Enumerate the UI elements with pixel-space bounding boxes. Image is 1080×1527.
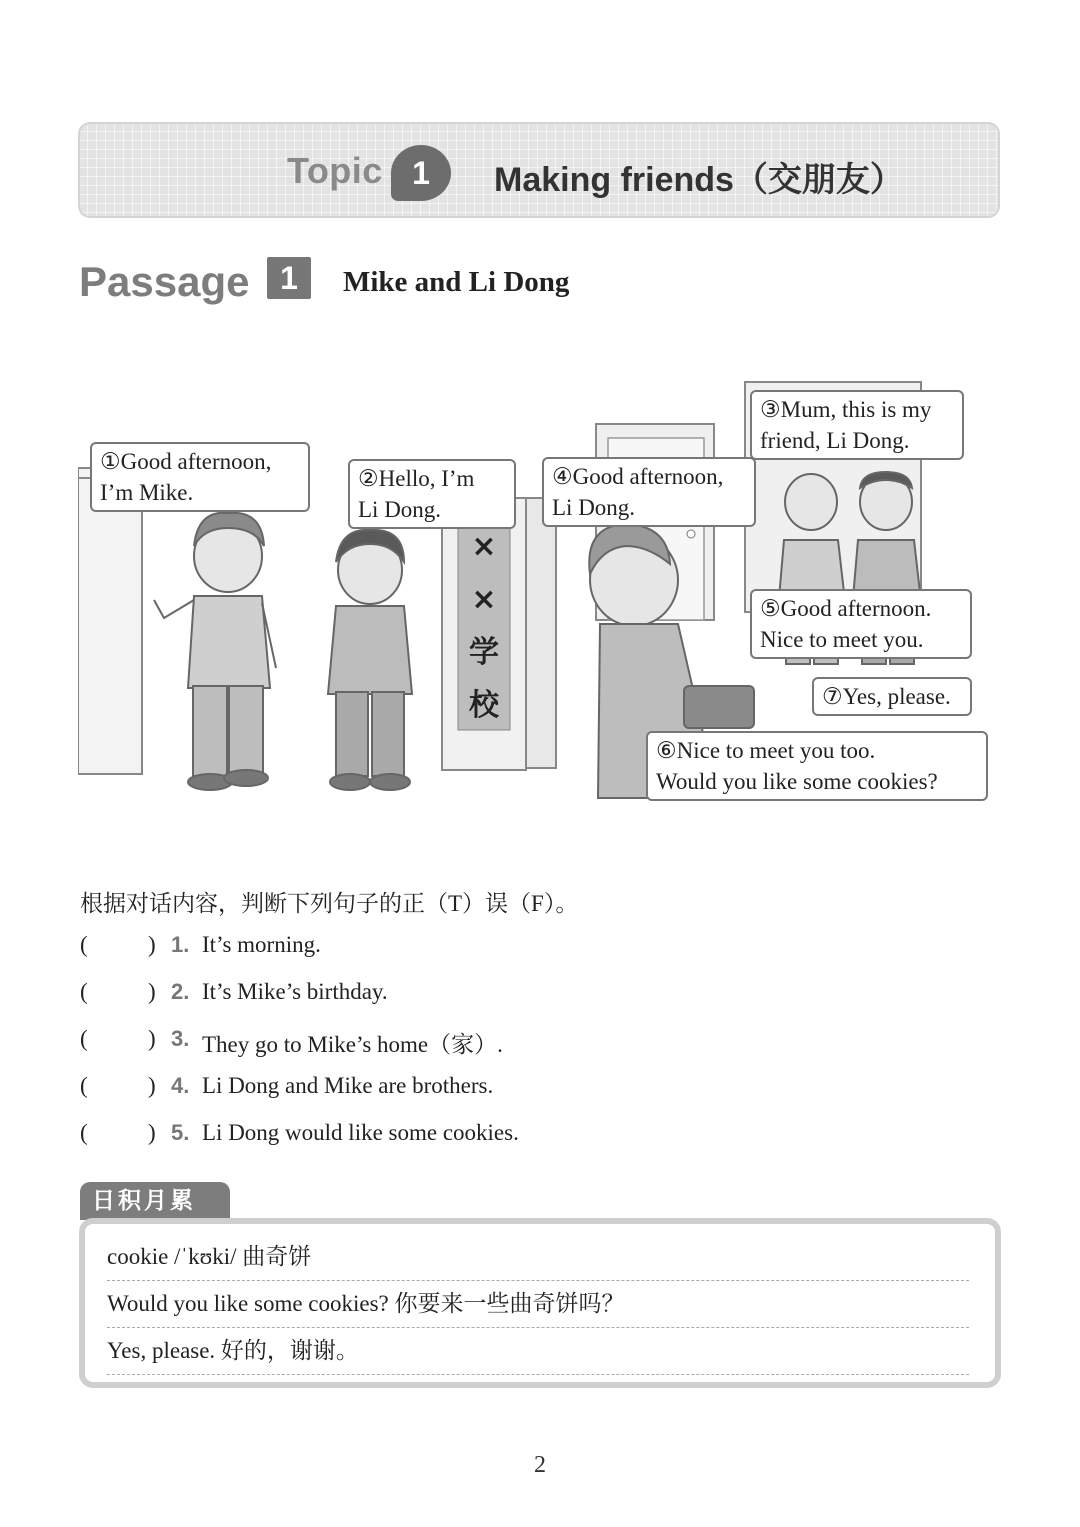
school-sign-char: 学 <box>469 635 499 670</box>
school-sign-char: × <box>471 582 497 617</box>
passage-title: Mike and Li Dong <box>343 266 570 298</box>
question-text: It’s morning. <box>202 932 321 957</box>
answer-blank-open[interactable]: ( <box>80 1026 88 1051</box>
vocabulary-row: cookie /ˈkʊki/ 曲奇饼 <box>107 1234 969 1281</box>
bubble-line: I’m Mike. <box>100 480 194 505</box>
exercise-instruction: 根据对话内容，判断下列句子的正（T）误（F）。 <box>80 891 579 916</box>
li-dong-figure <box>328 530 412 790</box>
question-number: 5. <box>171 1120 190 1145</box>
answer-blank-open[interactable]: ( <box>80 1073 88 1098</box>
school-sign <box>458 520 510 732</box>
speech-bubble-2 <box>348 459 516 529</box>
speech-bubble-6 <box>646 731 988 801</box>
bubble-line: ③Mum, this is my <box>760 397 932 422</box>
dialogue-illustration <box>78 378 1002 808</box>
vocabulary-box <box>79 1218 1001 1388</box>
vocabulary-row: Would you like some cookies? 你要来一些曲奇饼吗？ <box>107 1281 969 1328</box>
question-number: 4. <box>171 1073 190 1098</box>
bubble-line: Li Dong. <box>358 497 442 522</box>
speech-bubble-1 <box>90 442 310 512</box>
answer-blank-close: ) <box>148 1026 156 1051</box>
bubble-line: ④Good afternoon, <box>552 464 724 489</box>
mike-figure <box>154 513 276 790</box>
bubble-line: ⑥Nice to meet you too. <box>656 738 876 763</box>
question-number: 2. <box>171 979 190 1004</box>
answer-blank-open[interactable]: ( <box>80 979 88 1004</box>
passage-label: Passage <box>79 258 250 305</box>
speech-bubble-4 <box>542 457 756 527</box>
bubble-line: ⑦Yes, please. <box>822 684 951 709</box>
bubble-line: ①Good afternoon, <box>100 449 272 474</box>
answer-blank-open[interactable]: ( <box>80 932 88 957</box>
speech-bubble-7 <box>812 677 972 716</box>
speech-bubble-5 <box>750 589 972 659</box>
page-number: 2 <box>534 1452 546 1478</box>
bubble-line: Nice to meet you. <box>760 627 924 652</box>
speech-bubble-3 <box>750 390 964 460</box>
question-number: 1. <box>171 932 190 957</box>
question-text: They go to Mike’s home（家）. <box>202 1032 503 1057</box>
answer-blank-close: ) <box>148 979 156 1004</box>
school-sign-char: 校 <box>469 688 499 723</box>
school-sign-char: × <box>471 529 497 564</box>
passage-number-badge: 1 <box>267 257 311 299</box>
left-doorframe <box>78 468 142 774</box>
question-text: Li Dong and Mike are brothers. <box>202 1073 494 1098</box>
bubble-line: ⑤Good afternoon. <box>760 596 932 621</box>
bubble-line: ②Hello, I’m <box>358 466 475 491</box>
vocabulary-tab: 日积月累 <box>80 1182 230 1220</box>
question-text: Li Dong would like some cookies. <box>202 1120 519 1145</box>
answer-blank-close: ) <box>148 1120 156 1145</box>
answer-blank-close: ) <box>148 1073 156 1098</box>
question-number: 3. <box>171 1026 190 1051</box>
answer-blank-close: ) <box>148 932 156 957</box>
bubble-line: Would you like some cookies? <box>656 769 938 794</box>
answer-blank-open[interactable]: ( <box>80 1120 88 1145</box>
bubble-line: Li Dong. <box>552 495 636 520</box>
question-text: It’s Mike’s birthday. <box>202 979 388 1004</box>
topic-label: Topic <box>287 150 383 191</box>
topic-title: Making friends（交朋友） <box>494 161 904 199</box>
bubble-line: friend, Li Dong. <box>760 428 910 453</box>
vocabulary-row: Yes, please. 好的，谢谢。 <box>107 1328 969 1375</box>
topic-number-badge: 1 <box>391 145 451 201</box>
